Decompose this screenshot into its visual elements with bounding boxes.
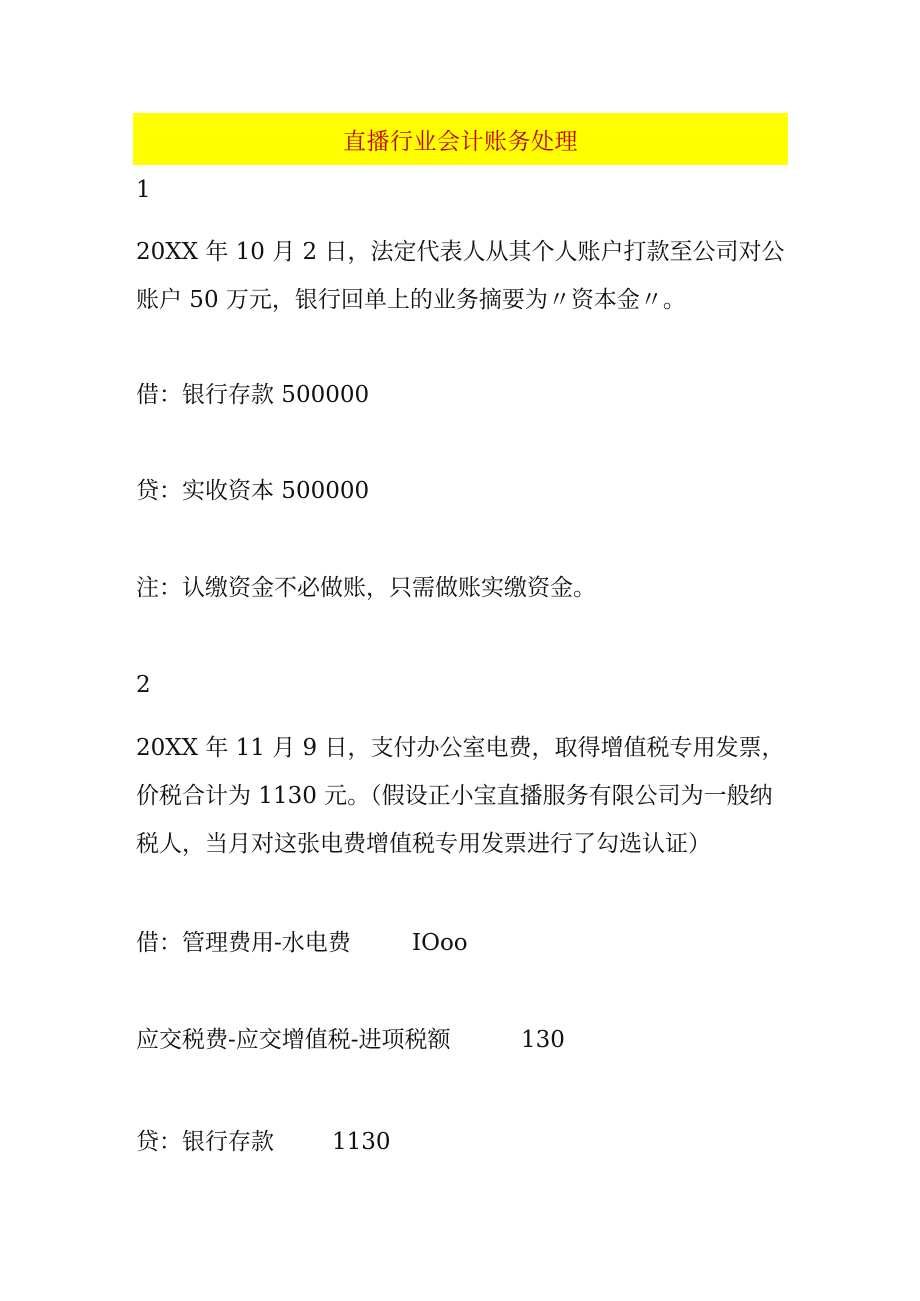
- section2-description: [136, 724, 788, 868]
- section2-tax-account: 应交税费-应交增值税-进项税额: [136, 1027, 451, 1053]
- document-title: 直播行业会计账务处理: [343, 128, 578, 155]
- section2-credit-account: 贷：银行存款: [136, 1129, 274, 1155]
- section2-description-line: 税人，当月对这张电费增值税专用发票进行了勾选认证）: [136, 831, 711, 857]
- section-number-1: 1: [136, 177, 151, 203]
- section-number-2: 2: [136, 672, 151, 698]
- title-banner: [133, 113, 788, 165]
- section1-description: [136, 228, 788, 324]
- section1-description-line: 20XX 年 10 月 2 日，法定代表人从其个人账户打款至公司对公: [136, 239, 785, 265]
- section1-credit-entry: 贷：实收资本 500000: [136, 478, 370, 504]
- section2-debit-account: 借：管理费用-水电费: [136, 930, 351, 956]
- section1-description-line: 账户 50 万元，银行回单上的业务摘要为〃资本金〃。: [136, 287, 686, 313]
- section2-tax-amount: 130: [521, 1027, 565, 1053]
- section1-debit-entry: 借：银行存款 500000: [136, 382, 370, 408]
- section2-description-line: 价税合计为 1130 元。（假设正小宝直播服务有限公司为一般纳: [136, 783, 773, 809]
- section1-note: 注：认缴资金不必做账，只需做账实缴资金。: [136, 575, 596, 601]
- section2-credit-amount: 1130: [332, 1129, 391, 1155]
- section2-debit-amount: IOoo: [412, 930, 468, 956]
- section2-description-line: 20XX 年 11 月 9 日，支付办公室电费，取得增值税专用发票，: [136, 735, 785, 761]
